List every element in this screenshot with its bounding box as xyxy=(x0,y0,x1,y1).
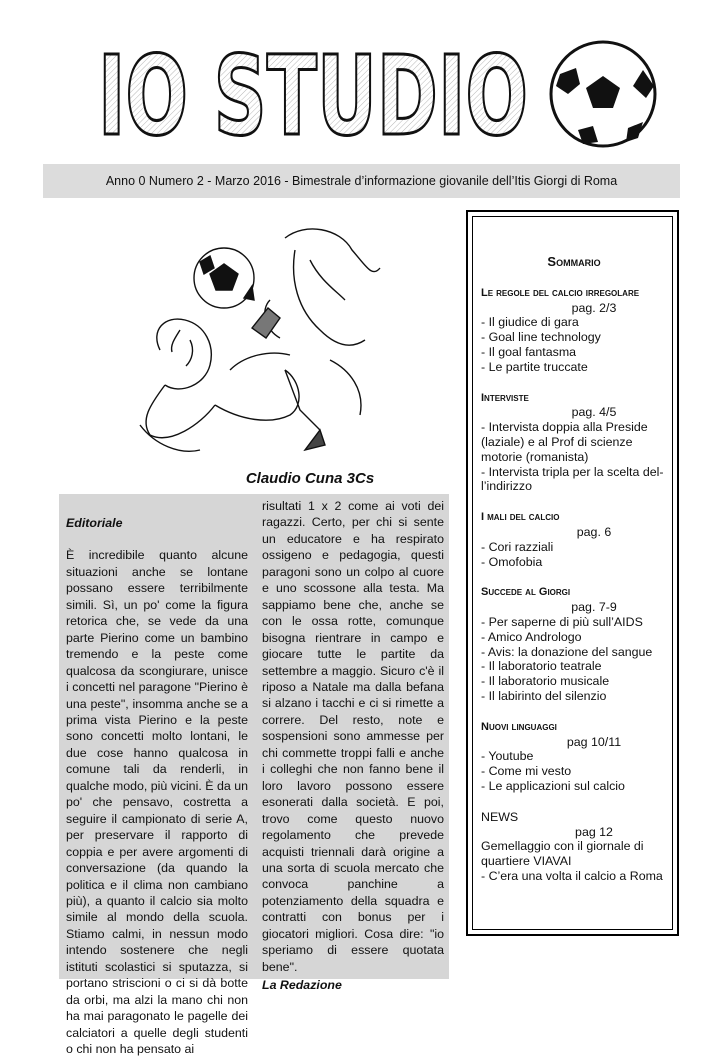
toc-item: - Il labirinto del silenzio xyxy=(481,688,607,703)
issue-info-text: Anno 0 Numero 2 - Marzo 2016 - Bimestrale d’informazione giovanile dell’Itis Giorgi di Roma xyxy=(105,174,618,188)
toc-item: - C’era una volta il calcio a Roma xyxy=(481,868,663,883)
toc-item: - Cori razziali xyxy=(481,539,554,554)
editorial-heading: Editoriale xyxy=(66,516,123,530)
toc-item: - Omofobia xyxy=(481,554,543,569)
toc-section-title: Succede al Giorgi xyxy=(481,586,571,599)
toc-item: - Per saperne di più sull’AIDS xyxy=(481,614,643,629)
editorial-text-right: risultati 1 x 2 come ai voti dei ragazzi. Certo, per chi si sente un educatore e ha respirato ossigeno e pedagogia, questi paragoni sono un colpo al cuore e uno scossone alla testa. Ma sappiamo bene che, anche se con le ossa rotte, comunque bisogna rientrare in campo e giocare tutte le partite da settembre a maggio. Sicuro c'è il riposo a Natale ma dalla befana si alzano i tacchi e ci si rimette a correre. Del resto, note e sospensioni sono ammesse per chi commette troppi falli e anche i colleghi che non fanno bene il loro lavoro possono essere esonerati dalla società. E poi, trovo come questo nuovo regolamento che prevede acquisti triennali darà origine a una sorta di scuola mercato che convoca panchine a potenziamento della squadra e contratti con bonus per i giocatori migliori. Cosa dire: "io speriamo di essere quotata bene". xyxy=(262,499,444,974)
soccer-ball-icon xyxy=(551,42,655,146)
masthead-logo xyxy=(98,32,658,160)
masthead-title: IO STUDIO xyxy=(98,32,528,160)
toc-item: - Le partite truccate xyxy=(481,359,588,374)
toc-item: - Goal line technology xyxy=(481,330,601,345)
toc-item: - Avis: la donazione del sangue xyxy=(481,644,653,659)
toc-section-title: Nuovi linguaggi xyxy=(481,720,557,733)
toc-page-ref: pag. 6 xyxy=(576,524,612,539)
toc-item: - Le applicazioni sul calcio xyxy=(481,778,625,793)
toc-section-title: I mali del calcio xyxy=(481,511,560,524)
issue-info-bar xyxy=(43,164,680,198)
toc-page-ref: pag. 4/5 xyxy=(571,405,617,420)
editorial-signature: La Redazione xyxy=(262,978,342,993)
editorial-text-left: È incredibile quanto alcune situazioni anche se lontane possano essere terribilmente simili. Sì, un po' come la figura retorica che, se vede da una parte Pierino come un bambino tremendo e la peste come qualcosa da scongiurare, unisce i concetti nel paragone "Pierino è una peste", insomma anche se a prima vista Pierino e la peste sono concetti molto lontani, le due cose hanno qualcosa in comune tali da renderli, in qualche modo, più vicini. È da un po' che pensavo, costretta a seguire il campionato di serie A, per preservare il rapporto di coppia e per avere argomenti di conversazione (da quando la politica e il clima non cambiano più), a quanto il calcio sia molto simile al mondo della scuola. Stiamo calmi, in nessun modo intendo sostenere che negli istituti scolastici si sputazza, si portano striscioni o ci si dà botte da orbi, ma alzi la mano chi non ha mai paragonato le pagelle dei calciatori a quelle degli studenti o chi non ha pensato ai xyxy=(66,548,248,1057)
toc-item: - Il laboratorio musicale xyxy=(481,674,610,689)
toc-section-title: Interviste xyxy=(481,391,529,404)
toc-item: - Intervista doppia alla Preside (laziale) e al Prof di scienze motorie (romanista) xyxy=(481,420,648,464)
toc-item: - Amico Andrologo xyxy=(481,629,582,644)
toc-news-title: NEWS xyxy=(481,809,519,824)
toc-page-ref: pag. 7-9 xyxy=(571,600,617,615)
cartoon-illustration xyxy=(120,220,410,470)
toc-page-ref: pag. 2/3 xyxy=(571,300,617,315)
toc-section-title: Le regole del calcio irregolare xyxy=(481,286,640,299)
toc-item: - Intervista tripla per la scelta del-l’indirizzo xyxy=(481,464,664,494)
toc-item: - Il goal fantasma xyxy=(481,344,577,359)
table-of-contents xyxy=(481,255,667,884)
toc-item: Gemellaggio con il giornale di quartiere VIAVAI xyxy=(481,839,644,869)
toc-page-ref: pag 12 xyxy=(575,824,613,839)
toc-item: - Il giudice di gara xyxy=(481,315,579,330)
toc-item: - Youtube xyxy=(481,749,534,764)
editorial-column-right xyxy=(262,498,444,994)
sommario-title: Sommario xyxy=(547,254,601,269)
illustration-caption: Claudio Cuna 3Cs xyxy=(245,470,375,487)
toc-item: - Come mi vesto xyxy=(481,764,572,779)
toc-page-ref: pag 10/11 xyxy=(566,734,622,749)
toc-item: - Il laboratorio teatrale xyxy=(481,659,602,674)
editorial-column-left xyxy=(66,515,248,1058)
